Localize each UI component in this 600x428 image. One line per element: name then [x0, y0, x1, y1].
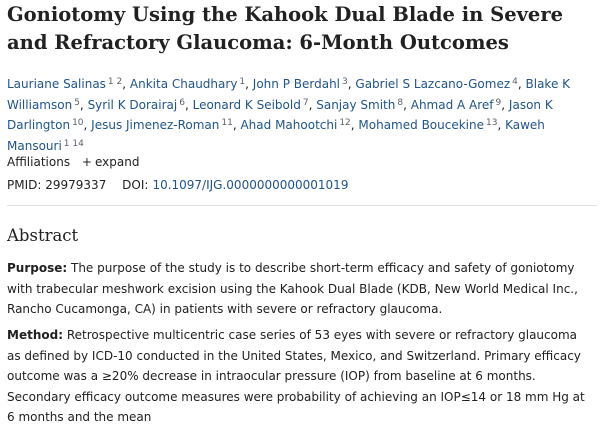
- author-name-link[interactable]: Sanjay Smith: [316, 97, 396, 112]
- author-affiliation-refs[interactable]: 11: [221, 118, 233, 128]
- author-name-link[interactable]: Mohamed Boucekine: [358, 118, 484, 132]
- author-item: [91, 118, 233, 132]
- author-affiliation-refs[interactable]: 6: [179, 97, 185, 108]
- author-affiliation-refs[interactable]: 7: [302, 97, 309, 108]
- affiliations-label: Affiliations: [7, 155, 71, 169]
- author-name-link[interactable]: John P Berdahl: [252, 77, 341, 91]
- identifiers-row: [7, 176, 348, 194]
- author-item: [130, 77, 245, 91]
- expand-affiliations-button[interactable]: [82, 155, 140, 169]
- author-affiliation-refs[interactable]: 8: [397, 97, 404, 108]
- author-item: [411, 98, 502, 112]
- author-affiliation-refs[interactable]: 3: [342, 77, 348, 87]
- author-name-link[interactable]: Syril K Dorairaj: [87, 97, 178, 112]
- doi-link[interactable]: 10.1097/IJG.0000000000001019: [152, 178, 349, 192]
- author-name-link[interactable]: Ankita Chaudhary: [129, 77, 238, 91]
- divider: [7, 205, 597, 206]
- doi-label: DOI:: [122, 178, 149, 192]
- author-name-link[interactable]: Lauriane Salinas: [7, 77, 106, 91]
- plus-icon: +: [81, 155, 92, 169]
- author-name-link[interactable]: Jesus Jimenez-Roman: [91, 118, 220, 132]
- author-affiliation-refs[interactable]: 1 2: [107, 77, 123, 87]
- author-item: [193, 98, 309, 112]
- author-item: [316, 98, 403, 112]
- author-name-link[interactable]: Gabriel S Lazcano-Gomez: [355, 77, 511, 91]
- author-name-link[interactable]: Jason K Darlington: [7, 97, 553, 132]
- affiliations-row: [7, 153, 139, 171]
- author-affiliation-refs[interactable]: 1 14: [63, 138, 84, 149]
- method-paragraph: [7, 325, 589, 428]
- author-affiliation-refs[interactable]: 4: [512, 77, 518, 87]
- author-name-link[interactable]: Ahad Mahootchi: [240, 118, 338, 132]
- pmid-label: PMID:: [7, 178, 42, 192]
- method-text: Retrospective multicentric case series of 53 eyes with severe or refractory glaucoma as defined by ICD-10 conducted in the United States, Mexico, and Switzerland. Primary efficacy outcome was a ≥20% decrease in intraocular pressure (IOP) from baseline at 6 months. Secondary efficacy outcome measures were probability of achieving an IOP≤14 or 18 mm Hg at 6 months and the mean: [7, 328, 585, 424]
- purpose-paragraph: [7, 258, 589, 320]
- method-label: Method:: [7, 328, 63, 342]
- author-affiliation-refs[interactable]: 5: [74, 97, 80, 108]
- authors-list: Lauriane Salinas $^{1 2}$, Ankita Chaudhary $^1$, John P Berdahl $^3$, Gabriel S Lazcano-Gomez $^4$, Blake K Williamson $^5$, Syril K Dorairaj $^6$, Leonard K Seibold $^7$, Sanjay Smith $^8$, Ahmad A Aref $^9$, Jason K Darlington $^{10}$, Jesus Jimenez-Roman $^{11}$, Ahad Mahootchi $^{12}$, Mohamed Boucekine $^{13}$, Kaweh Mansouri $^{1 14}$: [7, 77, 571, 153]
- author-name-link[interactable]: Blake K Williamson: [7, 77, 571, 112]
- author-affiliation-refs[interactable]: 13: [486, 118, 498, 128]
- author-item: [7, 77, 122, 91]
- author-item: [88, 98, 185, 112]
- author-name-link[interactable]: Ahmad A Aref: [410, 97, 494, 112]
- author-item: [253, 77, 348, 91]
- author-affiliation-refs[interactable]: 1: [239, 77, 246, 87]
- purpose-text: The purpose of the study is to describe short-term efficacy and safety of goniotomy with trabecular meshwork excision using the Kahook Dual Blade (KDB, New World Medical Inc., Rancho Cucamonga, CA) in patients with severe or refractory glaucoma.: [7, 261, 578, 316]
- purpose-label: Purpose:: [7, 261, 68, 275]
- author-affiliation-refs[interactable]: 12: [339, 118, 351, 128]
- article-title: Goniotomy Using the Kahook Dual Blade in Severe and Refractory Glaucoma: 6-Month Outcomes: [7, 3, 564, 54]
- abstract-heading: Abstract: [7, 226, 79, 245]
- author-item: [358, 118, 497, 132]
- author-item: [355, 77, 517, 91]
- author-affiliation-refs[interactable]: 9: [495, 97, 502, 108]
- author-name-link[interactable]: Kaweh Mansouri: [7, 118, 545, 153]
- expand-label: expand: [94, 155, 140, 169]
- pmid-value: 29979337: [45, 178, 107, 192]
- author-item: [240, 118, 350, 132]
- author-name-link[interactable]: Leonard K Seibold: [192, 97, 301, 112]
- author-affiliation-refs[interactable]: 10: [72, 118, 84, 128]
